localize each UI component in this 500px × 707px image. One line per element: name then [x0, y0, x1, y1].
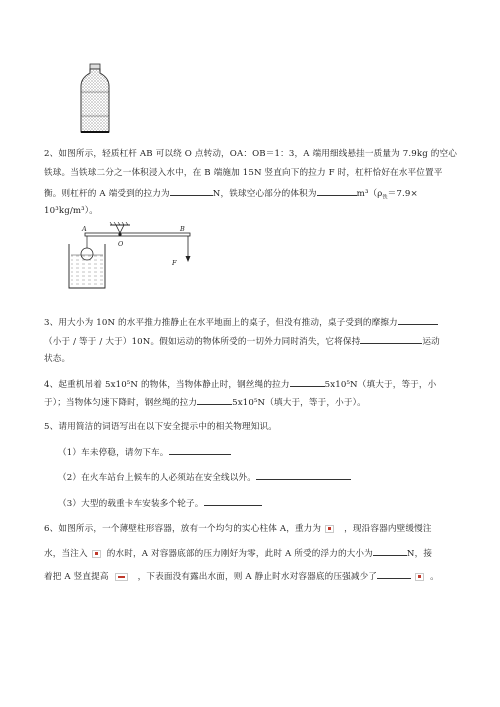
formula-image-icon: [92, 550, 101, 558]
q6-line-3: [44, 569, 439, 583]
q3-line-3: 状态。: [44, 354, 71, 364]
lever-figure: [58, 222, 198, 310]
q2-line-3: [44, 186, 418, 204]
q4-line-2: [44, 395, 366, 409]
formula-image-icon: [415, 573, 424, 581]
q3-text-a: 3、用大小为 10N 的水平推力推静止在水平地面上的桌子，但没有推动，桌子受到的摩擦力: [44, 318, 398, 328]
q2-text-c: m³（ρ: [356, 189, 383, 199]
q4-text-b: 5x10⁵N（填大于，等于，小: [324, 380, 437, 390]
lever-label-o: O: [118, 240, 124, 248]
q3-text-b: （小于 / 等于 / 大于）10N。假如运动的物体所受的一切外力同时消失，它将保持: [44, 337, 361, 347]
q6-text-h: 。: [430, 572, 439, 582]
q3-line-1: [44, 315, 438, 329]
q3-answer-blank-2[interactable]: [360, 334, 422, 344]
q6-text-g: ，下表面没有露出水面，则 A 静止时水对容器底的压强减少了: [137, 572, 378, 582]
q2-line-4: 10³kg/m³）。: [44, 206, 98, 216]
q5-item-3: [58, 496, 262, 510]
q5-item-2-text: （2）在火车站台上候车的人必须站在安全线以外。: [58, 473, 256, 483]
q2-answer-blank-1[interactable]: [170, 186, 213, 196]
q5-item-3-text: （3）大型的载重卡车安装多个轮子。: [58, 499, 204, 509]
lever-label-a: A: [82, 225, 87, 233]
q6-text-c: 水，当注入: [44, 549, 88, 559]
q5-intro: 5、请用简洁的词语写出在以下安全提示中的相关物理知识。: [44, 422, 277, 432]
q2-line-1: 2、如图所示，轻质杠杆 AB 可以绕 O 点转动，OA：OB＝1：3，A 端用细线悬挂一质量为 7.9kg 的空心: [44, 149, 458, 159]
q2-text-sub: 铁: [382, 194, 388, 201]
q4-text-d: 5x10⁵N（填大于，等于，小于）。: [232, 398, 366, 408]
lever-label-b: B: [180, 225, 185, 233]
q4-line-1: [44, 377, 436, 391]
q6-answer-blank-1[interactable]: [373, 546, 407, 556]
q5-item-2: [58, 470, 351, 484]
formula-image-icon: [325, 525, 334, 533]
q6-text-b: ，现沿容器内壁缓慢注: [344, 524, 432, 534]
q5-item-1-text: （1）车未停稳，请勿下车。: [58, 448, 169, 458]
q6-text-e: N，接: [406, 549, 433, 559]
q5-answer-blank-3[interactable]: [204, 496, 262, 506]
q6-text-a: 6、如图所示，一个薄壁柱形容器，放有一个均匀的实心柱体 A，重力为: [44, 524, 322, 534]
q2-answer-blank-2[interactable]: [317, 186, 357, 196]
lever-label-f: F: [172, 259, 177, 267]
formula-image-icon: [115, 573, 128, 581]
q2-text-d: ＝7.9×: [387, 189, 418, 199]
q3-answer-blank-1[interactable]: [398, 315, 438, 325]
q4-text-a: 4、起重机吊着 5x10⁵N 的物体，当物体静止时，钢丝绳的拉力: [44, 380, 290, 390]
q5-answer-blank-1[interactable]: [169, 445, 231, 455]
q2-line-2: 铁球。当铁球二分之一体积浸入水中，在 B 端施加 15N 竖直向下的拉力 F 时，杠杆恰好在水平位置平: [44, 168, 443, 178]
bottle-figure: [70, 62, 126, 138]
q6-line-1: [44, 523, 432, 535]
q4-answer-blank-1[interactable]: [290, 377, 325, 387]
q5-answer-blank-2[interactable]: [256, 470, 351, 480]
q3-text-c: 运动: [422, 337, 440, 347]
q3-line-2: [44, 334, 440, 348]
q6-line-2: [44, 546, 432, 560]
q6-text-d: 的水时，A 对容器底部的压力刚好为零，此时 A 所受的浮力的大小为: [106, 549, 373, 559]
q6-text-f: 着把 A 竖直提高: [44, 572, 109, 582]
q6-answer-blank-2[interactable]: [377, 569, 411, 579]
q2-text-b: N，铁球空心部分的体积为: [212, 189, 317, 199]
q2-text-a: 衡。则杠杆的 A 端受到的拉力为: [44, 189, 170, 199]
q5-item-1: [58, 445, 231, 459]
q4-answer-blank-2[interactable]: [197, 395, 232, 405]
q4-text-c: 于）；当物体匀速下降时，钢丝绳的拉力: [44, 398, 198, 408]
